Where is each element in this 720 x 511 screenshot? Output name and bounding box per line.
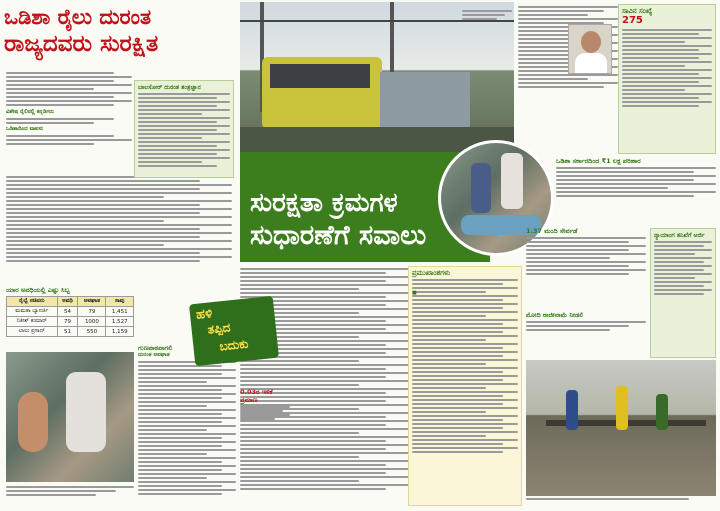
table-cell: 79 <box>57 317 78 327</box>
left-info-box <box>134 80 234 178</box>
section-logo <box>189 296 279 366</box>
ministers-table <box>6 296 134 337</box>
gunapatha-col <box>138 345 236 507</box>
train-photo-caption <box>462 8 512 38</box>
table-cell: 1,527 <box>106 317 134 327</box>
odisha-title: ಒಡಿಶಾ ಸರ್ಕಾರದಿಂದ ₹1 ಲಕ್ಷ ಪರಿಹಾರ <box>556 158 641 165</box>
justice-title: ನ್ಯಾಯಾಂಗ ತನಿಖೆಗೆ ಅರ್ಜಿ <box>654 232 705 239</box>
judicial-inquiry-box <box>650 228 716 358</box>
left-sub1: ವಿಶೇಷ ರೈಲಿನಲ್ಲಿ ಕನ್ನಡಿಗರು <box>6 109 55 115</box>
table-cell: 1,159 <box>106 327 134 337</box>
table-cell: ನಿತೀಶ್ ಕುಮಾರ್ <box>7 317 58 327</box>
highlights-title: ಪ್ರಮುಖಾಂಶಗಳು <box>412 269 450 277</box>
left-photo-caption <box>6 484 134 508</box>
banner-line2: ಸುಧಾರಣೆಗೆ ಸವಾಲು <box>250 220 427 251</box>
table-header: ಸಾವು <box>106 297 134 307</box>
table-cell: 54 <box>57 307 78 317</box>
small-stat-title: 0.03ರ ಇಳಿಕೆ ಪ್ರಮಾಣ <box>240 388 273 404</box>
table-title: ಯಾರ ಅವಧಿಯಲ್ಲಿ ಎಷ್ಟು ಸಿಬ್ಬ <box>6 287 70 294</box>
small-stat-block <box>240 388 290 458</box>
death-count-box <box>618 4 716 154</box>
table-header: ರೈಲ್ವೆ ಸಚಿವರು <box>7 297 58 307</box>
table-row <box>7 307 134 317</box>
left-text-col <box>6 70 132 170</box>
track-photo-caption <box>526 496 716 508</box>
highlights-box <box>408 266 522 506</box>
table-header: ಅವಧಿ <box>57 297 78 307</box>
table-cell: 550 <box>78 327 106 337</box>
table-row <box>7 317 134 327</box>
left-sub2: ಒಡಿಶಾದಿಂದ ವಾಪಸು <box>6 126 44 132</box>
leader-portrait <box>568 24 612 74</box>
injured-patient-photo <box>6 352 134 482</box>
logo-line3: ಬದುಕು <box>218 336 250 354</box>
headline-line1: ಒಡಿಶಾ ರೈಲು ದುರಂತ <box>4 5 152 29</box>
logo-line1: ಹಳಿ <box>195 306 213 323</box>
table-cell: 1000 <box>78 317 106 327</box>
gunapatha-title: ಗುಣಪಾಠವಾಗಲಿ <box>138 345 173 352</box>
death-count-number: 275 <box>622 15 643 26</box>
logo-line2: ತಪ್ಪಿದ <box>206 320 232 337</box>
gunapatha-sub: ದುರಂತ ಅಪಘಾತ <box>138 352 170 358</box>
table-cell: ಮಮತಾ ಬ್ಯಾನರ್ಜಿ <box>7 307 58 317</box>
table-cell: 79 <box>78 307 106 317</box>
track-repair-photo <box>526 360 716 496</box>
left-box-title: ಬಾಲಸೋರ್ ದುರಂತ ತಂತ್ರಜ್ಞಾನ <box>138 84 201 91</box>
death-count-title: ಸಾವಿನ ಸಂಖ್ಯೆ <box>622 7 653 15</box>
table-cell: 51 <box>57 327 78 337</box>
odisha-compensation <box>556 158 716 220</box>
mid-right-col <box>526 228 646 308</box>
table-cell: 1,451 <box>106 307 134 317</box>
headline-line2: ರಾಜ್ಯದವರು ಸುರಕ್ಷಿತ <box>4 31 159 57</box>
left-lower-text <box>6 174 232 280</box>
modi-section <box>526 312 646 352</box>
banner-line1: ಸುರಕ್ಷತಾ ಕ್ರಮಗಳ <box>250 188 398 218</box>
table-cell: ಲಾಲು ಪ್ರಸಾದ್ <box>7 327 58 337</box>
table-header: ಅಪಘಾತ <box>78 297 106 307</box>
mid-title: 1.37 ಮಂದಿ ಸೇರ್ಪಡೆ <box>526 228 578 235</box>
modi-title: ಮೋದಿ ರಾಜೀನಾಮೆ ನೀಡಲಿ <box>526 312 584 319</box>
table-row <box>7 327 134 337</box>
headline-block <box>4 4 236 64</box>
ministers-table-block <box>6 287 134 347</box>
